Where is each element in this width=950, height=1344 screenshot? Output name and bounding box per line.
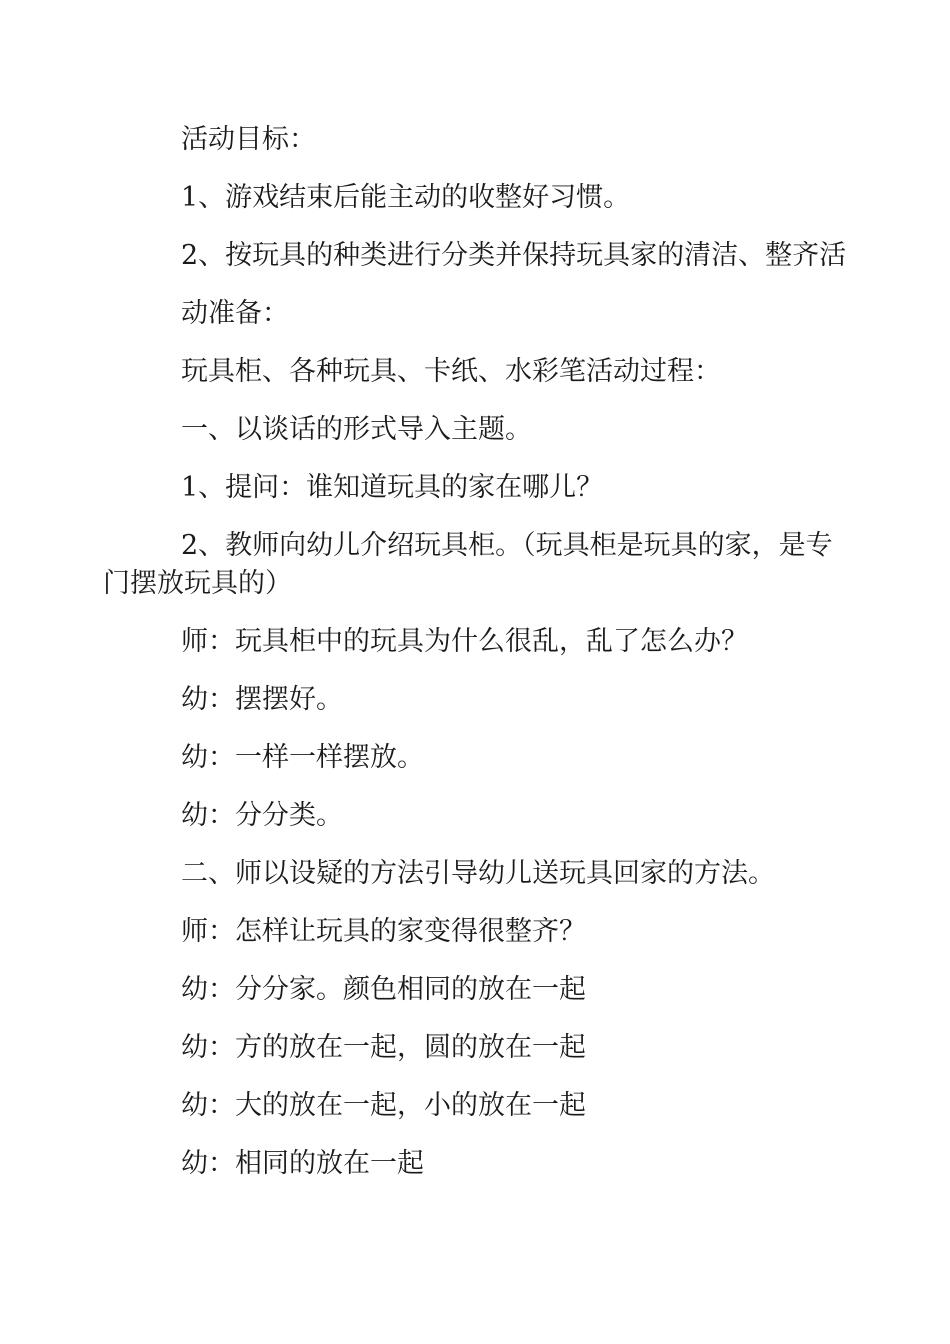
paragraph: 一、以谈话的形式导入主题。 xyxy=(181,414,532,445)
paragraph: 师：玩具柜中的玩具为什么很乱，乱了怎么办？ xyxy=(181,626,748,657)
paragraph: 幼：分分家。颜色相同的放在一起 xyxy=(181,974,586,1005)
paragraph: 幼：一样一样摆放。 xyxy=(181,742,424,773)
paragraph: 2、按玩具的种类进行分类并保持玩具家的清洁、整齐活 xyxy=(181,240,847,271)
paragraph: 师：怎样让玩具的家变得很整齐？ xyxy=(181,916,586,947)
paragraph: 二、师以设疑的方法引导幼儿送玩具回家的方法。 xyxy=(181,858,775,889)
paragraph: 1、提问：谁知道玩具的家在哪儿？ xyxy=(181,472,604,503)
paragraph: 动准备： xyxy=(181,298,289,329)
paragraph: 活动目标： xyxy=(181,124,316,155)
paragraph: 幼：方的放在一起，圆的放在一起 xyxy=(181,1032,586,1063)
document-body xyxy=(103,121,853,1203)
paragraph: 1、游戏结束后能主动的收整好习惯。 xyxy=(181,182,631,213)
paragraph: 幼：分分类。 xyxy=(181,800,343,831)
paragraph: 2、教师向幼儿介绍玩具柜。（玩具柜是玩具的家，是专门摆放玩具的） xyxy=(103,530,833,599)
paragraph: 幼：摆摆好。 xyxy=(181,684,343,715)
paragraph: 幼：相同的放在一起 xyxy=(181,1148,424,1179)
paragraph: 玩具柜、各种玩具、卡纸、水彩笔活动过程： xyxy=(181,356,721,387)
paragraph: 幼：大的放在一起，小的放在一起 xyxy=(181,1090,586,1121)
